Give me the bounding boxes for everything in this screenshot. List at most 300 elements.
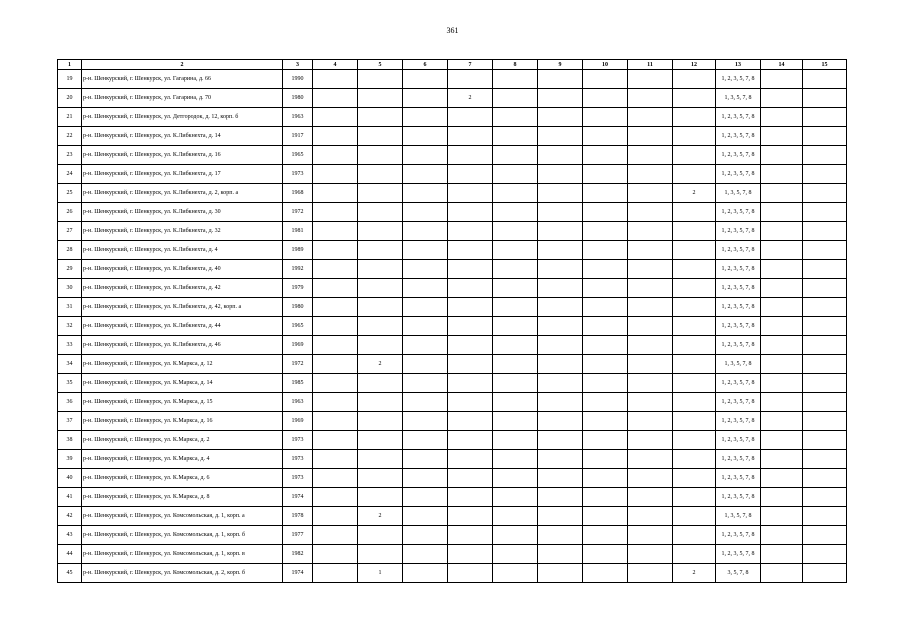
row-number-cell: 42 [58, 507, 82, 526]
col11-cell [628, 241, 673, 260]
col13-cell: 1, 2, 3, 5, 7, 8 [716, 545, 761, 564]
col13-cell: 1, 2, 3, 5, 7, 8 [716, 203, 761, 222]
col12-cell [673, 222, 716, 241]
col11-cell [628, 469, 673, 488]
year-cell: 1978 [283, 507, 313, 526]
col14-cell [761, 412, 803, 431]
column-header-3: 3 [283, 60, 313, 70]
col15-cell [803, 317, 847, 336]
row-number-cell: 29 [58, 260, 82, 279]
col14-cell [761, 89, 803, 108]
col6-cell [403, 127, 448, 146]
row-number-cell: 26 [58, 203, 82, 222]
col7-cell [448, 241, 493, 260]
year-cell: 1981 [283, 222, 313, 241]
col10-cell [583, 279, 628, 298]
address-cell: р-н. Шенкурский, г. Шенкурск, ул. К.Либкнехта, д. 40 [82, 260, 283, 279]
column-header-6: 6 [403, 60, 448, 70]
col10-cell [583, 564, 628, 583]
row-number-cell: 28 [58, 241, 82, 260]
table-row [58, 260, 847, 279]
col14-cell [761, 260, 803, 279]
col4-cell [313, 127, 358, 146]
col15-cell [803, 241, 847, 260]
table-row [58, 450, 847, 469]
col4-cell [313, 355, 358, 374]
year-cell: 1985 [283, 374, 313, 393]
col5-cell: 1 [358, 564, 403, 583]
column-header-5: 5 [358, 60, 403, 70]
col12-cell [673, 127, 716, 146]
column-header-7: 7 [448, 60, 493, 70]
col4-cell [313, 431, 358, 450]
address-cell: р-н. Шенкурский, г. Шенкурск, ул. К.Либкнехта, д. 4 [82, 241, 283, 260]
col9-cell [538, 298, 583, 317]
col13-cell: 1, 2, 3, 5, 7, 8 [716, 222, 761, 241]
col9-cell [538, 108, 583, 127]
col15-cell [803, 336, 847, 355]
table-row [58, 279, 847, 298]
col14-cell [761, 431, 803, 450]
col13-cell: 1, 2, 3, 5, 7, 8 [716, 298, 761, 317]
row-number-cell: 45 [58, 564, 82, 583]
table-row [58, 203, 847, 222]
col13-cell: 3, 5, 7, 8 [716, 564, 761, 583]
row-number-cell: 24 [58, 165, 82, 184]
col15-cell [803, 393, 847, 412]
col4-cell [313, 108, 358, 127]
col10-cell [583, 469, 628, 488]
col8-cell [493, 127, 538, 146]
row-number-cell: 40 [58, 469, 82, 488]
col5-cell [358, 127, 403, 146]
col9-cell [538, 127, 583, 146]
col11-cell [628, 545, 673, 564]
col6-cell [403, 488, 448, 507]
col12-cell [673, 488, 716, 507]
col7-cell [448, 526, 493, 545]
col15-cell [803, 450, 847, 469]
table-row [58, 336, 847, 355]
row-number-cell: 22 [58, 127, 82, 146]
col14-cell [761, 184, 803, 203]
col14-cell [761, 146, 803, 165]
address-cell: р-н. Шенкурский, г. Шенкурск, ул. К.Маркса, д. 8 [82, 488, 283, 507]
col10-cell [583, 507, 628, 526]
col7-cell [448, 374, 493, 393]
col9-cell [538, 241, 583, 260]
col7-cell [448, 70, 493, 89]
col10-cell [583, 526, 628, 545]
address-cell: р-н. Шенкурский, г. Шенкурск, ул. Комсомольская, д. 1, корп. а [82, 507, 283, 526]
col14-cell [761, 222, 803, 241]
col14-cell [761, 393, 803, 412]
col13-cell: 1, 2, 3, 5, 7, 8 [716, 488, 761, 507]
address-cell: р-н. Шенкурский, г. Шенкурск, ул. Гагарина, д. 66 [82, 70, 283, 89]
column-header-13: 13 [716, 60, 761, 70]
table-row [58, 507, 847, 526]
col12-cell [673, 469, 716, 488]
col15-cell [803, 469, 847, 488]
col6-cell [403, 165, 448, 184]
col8-cell [493, 488, 538, 507]
table-row [58, 298, 847, 317]
col6-cell [403, 317, 448, 336]
col6-cell [403, 222, 448, 241]
col8-cell [493, 108, 538, 127]
col15-cell [803, 89, 847, 108]
col8-cell [493, 89, 538, 108]
col8-cell [493, 241, 538, 260]
col5-cell [358, 241, 403, 260]
col11-cell [628, 165, 673, 184]
col14-cell [761, 488, 803, 507]
col6-cell [403, 355, 448, 374]
col8-cell [493, 336, 538, 355]
column-header-14: 14 [761, 60, 803, 70]
year-cell: 1963 [283, 108, 313, 127]
row-number-cell: 36 [58, 393, 82, 412]
table-row [58, 393, 847, 412]
col4-cell [313, 70, 358, 89]
year-cell: 1989 [283, 241, 313, 260]
col7-cell [448, 431, 493, 450]
col6-cell [403, 564, 448, 583]
col5-cell [358, 412, 403, 431]
year-cell: 1979 [283, 279, 313, 298]
col10-cell [583, 222, 628, 241]
col11-cell [628, 298, 673, 317]
col5-cell [358, 317, 403, 336]
col14-cell [761, 469, 803, 488]
col13-cell: 1, 3, 5, 7, 8 [716, 89, 761, 108]
col11-cell [628, 317, 673, 336]
col15-cell [803, 507, 847, 526]
page-number: 361 [446, 26, 459, 35]
col14-cell [761, 545, 803, 564]
col5-cell [358, 298, 403, 317]
col6-cell [403, 146, 448, 165]
col8-cell [493, 203, 538, 222]
col9-cell [538, 393, 583, 412]
col9-cell [538, 184, 583, 203]
col4-cell [313, 450, 358, 469]
col8-cell [493, 545, 538, 564]
col5-cell [358, 279, 403, 298]
year-cell: 1992 [283, 260, 313, 279]
col6-cell [403, 260, 448, 279]
table-row [58, 70, 847, 89]
col9-cell [538, 279, 583, 298]
col14-cell [761, 108, 803, 127]
col14-cell [761, 279, 803, 298]
col12-cell [673, 165, 716, 184]
col5-cell: 2 [358, 507, 403, 526]
col14-cell [761, 127, 803, 146]
row-number-cell: 41 [58, 488, 82, 507]
col6-cell [403, 89, 448, 108]
row-number-cell: 38 [58, 431, 82, 450]
col9-cell [538, 222, 583, 241]
col11-cell [628, 450, 673, 469]
col13-cell: 1, 2, 3, 5, 7, 8 [716, 393, 761, 412]
col15-cell [803, 222, 847, 241]
col9-cell [538, 317, 583, 336]
col4-cell [313, 393, 358, 412]
col5-cell [358, 450, 403, 469]
col14-cell [761, 203, 803, 222]
address-cell: р-н. Шенкурский, г. Шенкурск, ул. Детгородок, д. 12, корп. б [82, 108, 283, 127]
col15-cell [803, 355, 847, 374]
col7-cell [448, 184, 493, 203]
col13-cell: 1, 2, 3, 5, 7, 8 [716, 526, 761, 545]
col6-cell [403, 450, 448, 469]
col12-cell: 2 [673, 184, 716, 203]
col14-cell [761, 526, 803, 545]
col6-cell [403, 184, 448, 203]
col4-cell [313, 89, 358, 108]
col10-cell [583, 336, 628, 355]
col15-cell [803, 165, 847, 184]
col8-cell [493, 279, 538, 298]
col13-cell: 1, 2, 3, 5, 7, 8 [716, 374, 761, 393]
col9-cell [538, 336, 583, 355]
col5-cell [358, 545, 403, 564]
address-cell: р-н. Шенкурский, г. Шенкурск, ул. Комсомольская, д. 2, корп. б [82, 564, 283, 583]
col10-cell [583, 298, 628, 317]
row-number-cell: 25 [58, 184, 82, 203]
col12-cell [673, 336, 716, 355]
col4-cell [313, 336, 358, 355]
col13-cell: 1, 2, 3, 5, 7, 8 [716, 70, 761, 89]
col10-cell [583, 108, 628, 127]
col11-cell [628, 355, 673, 374]
col11-cell [628, 488, 673, 507]
col9-cell [538, 146, 583, 165]
col15-cell [803, 146, 847, 165]
table-row [58, 526, 847, 545]
col4-cell [313, 298, 358, 317]
col8-cell [493, 70, 538, 89]
col15-cell [803, 108, 847, 127]
col7-cell: 2 [448, 89, 493, 108]
year-cell: 1965 [283, 317, 313, 336]
col12-cell [673, 545, 716, 564]
row-number-cell: 37 [58, 412, 82, 431]
col8-cell [493, 317, 538, 336]
year-cell: 1990 [283, 70, 313, 89]
col4-cell [313, 146, 358, 165]
col14-cell [761, 450, 803, 469]
col9-cell [538, 260, 583, 279]
col10-cell [583, 431, 628, 450]
table-row [58, 431, 847, 450]
col5-cell [358, 431, 403, 450]
col10-cell [583, 127, 628, 146]
col5-cell [358, 393, 403, 412]
row-number-cell: 30 [58, 279, 82, 298]
col8-cell [493, 431, 538, 450]
col7-cell [448, 298, 493, 317]
col14-cell [761, 241, 803, 260]
col14-cell [761, 374, 803, 393]
col5-cell [358, 108, 403, 127]
col5-cell: 2 [358, 355, 403, 374]
col9-cell [538, 488, 583, 507]
col8-cell [493, 374, 538, 393]
address-cell: р-н. Шенкурский, г. Шенкурск, ул. К.Маркса, д. 2 [82, 431, 283, 450]
table-row [58, 127, 847, 146]
address-cell: р-н. Шенкурский, г. Шенкурск, ул. К.Маркса, д. 15 [82, 393, 283, 412]
col11-cell [628, 89, 673, 108]
col5-cell [358, 374, 403, 393]
col14-cell [761, 336, 803, 355]
col14-cell [761, 564, 803, 583]
col6-cell [403, 469, 448, 488]
col6-cell [403, 298, 448, 317]
table-row [58, 108, 847, 127]
col15-cell [803, 374, 847, 393]
column-header-15: 15 [803, 60, 847, 70]
address-cell: р-н. Шенкурский, г. Шенкурск, ул. Гагарина, д. 70 [82, 89, 283, 108]
col4-cell [313, 222, 358, 241]
year-cell: 1963 [283, 393, 313, 412]
col13-cell: 1, 2, 3, 5, 7, 8 [716, 146, 761, 165]
col4-cell [313, 545, 358, 564]
row-number-cell: 39 [58, 450, 82, 469]
col9-cell [538, 374, 583, 393]
col11-cell [628, 70, 673, 89]
col5-cell [358, 469, 403, 488]
row-number-cell: 32 [58, 317, 82, 336]
col9-cell [538, 431, 583, 450]
col5-cell [358, 146, 403, 165]
col4-cell [313, 374, 358, 393]
col11-cell [628, 184, 673, 203]
col10-cell [583, 317, 628, 336]
col15-cell [803, 127, 847, 146]
col8-cell [493, 412, 538, 431]
col11-cell [628, 393, 673, 412]
col12-cell [673, 374, 716, 393]
table-row [58, 412, 847, 431]
col12-cell [673, 241, 716, 260]
column-header-10: 10 [583, 60, 628, 70]
col15-cell [803, 279, 847, 298]
col8-cell [493, 393, 538, 412]
col11-cell [628, 507, 673, 526]
col6-cell [403, 336, 448, 355]
col7-cell [448, 393, 493, 412]
row-number-cell: 27 [58, 222, 82, 241]
address-cell: р-н. Шенкурский, г. Шенкурск, ул. К.Либкнехта, д. 14 [82, 127, 283, 146]
col6-cell [403, 412, 448, 431]
col8-cell [493, 355, 538, 374]
col11-cell [628, 431, 673, 450]
col12-cell [673, 507, 716, 526]
col6-cell [403, 203, 448, 222]
col4-cell [313, 184, 358, 203]
col4-cell [313, 564, 358, 583]
col8-cell [493, 469, 538, 488]
year-cell: 1973 [283, 450, 313, 469]
col5-cell [358, 165, 403, 184]
address-cell: р-н. Шенкурский, г. Шенкурск, ул. К.Маркса, д. 12 [82, 355, 283, 374]
address-cell: р-н. Шенкурский, г. Шенкурск, ул. К.Либкнехта, д. 16 [82, 146, 283, 165]
col12-cell [673, 317, 716, 336]
col9-cell [538, 526, 583, 545]
col10-cell [583, 146, 628, 165]
col7-cell [448, 165, 493, 184]
col7-cell [448, 146, 493, 165]
col5-cell [358, 203, 403, 222]
col5-cell [358, 70, 403, 89]
col7-cell [448, 203, 493, 222]
table-body [58, 70, 847, 583]
col6-cell [403, 545, 448, 564]
table-row [58, 165, 847, 184]
year-cell: 1973 [283, 469, 313, 488]
col13-cell: 1, 2, 3, 5, 7, 8 [716, 431, 761, 450]
column-header-11: 11 [628, 60, 673, 70]
year-cell: 1974 [283, 488, 313, 507]
col4-cell [313, 241, 358, 260]
col10-cell [583, 260, 628, 279]
col12-cell: 2 [673, 564, 716, 583]
col7-cell [448, 260, 493, 279]
col15-cell [803, 260, 847, 279]
col7-cell [448, 355, 493, 374]
col13-cell: 1, 2, 3, 5, 7, 8 [716, 260, 761, 279]
row-number-cell: 23 [58, 146, 82, 165]
col5-cell [358, 222, 403, 241]
address-cell: р-н. Шенкурский, г. Шенкурск, ул. Комсомольская, д. 1, корп. в [82, 545, 283, 564]
col14-cell [761, 298, 803, 317]
col12-cell [673, 412, 716, 431]
row-number-cell: 34 [58, 355, 82, 374]
col13-cell: 1, 2, 3, 5, 7, 8 [716, 336, 761, 355]
col4-cell [313, 279, 358, 298]
col8-cell [493, 507, 538, 526]
col8-cell [493, 450, 538, 469]
row-number-cell: 33 [58, 336, 82, 355]
row-number-cell: 19 [58, 70, 82, 89]
col4-cell [313, 165, 358, 184]
col4-cell [313, 203, 358, 222]
address-cell: р-н. Шенкурский, г. Шенкурск, ул. Комсомольская, д. 1, корп. б [82, 526, 283, 545]
col11-cell [628, 203, 673, 222]
col13-cell: 1, 2, 3, 5, 7, 8 [716, 450, 761, 469]
col5-cell [358, 184, 403, 203]
table-row [58, 545, 847, 564]
address-cell: р-н. Шенкурский, г. Шенкурск, ул. К.Либкнехта, д. 42 [82, 279, 283, 298]
address-cell: р-н. Шенкурский, г. Шенкурск, ул. К.Либкнехта, д. 46 [82, 336, 283, 355]
col12-cell [673, 393, 716, 412]
col7-cell [448, 108, 493, 127]
col11-cell [628, 564, 673, 583]
col6-cell [403, 279, 448, 298]
col4-cell [313, 488, 358, 507]
table-row [58, 184, 847, 203]
col8-cell [493, 146, 538, 165]
col6-cell [403, 374, 448, 393]
col12-cell [673, 108, 716, 127]
col15-cell [803, 431, 847, 450]
col6-cell [403, 70, 448, 89]
col4-cell [313, 260, 358, 279]
col5-cell [358, 526, 403, 545]
col9-cell [538, 165, 583, 184]
